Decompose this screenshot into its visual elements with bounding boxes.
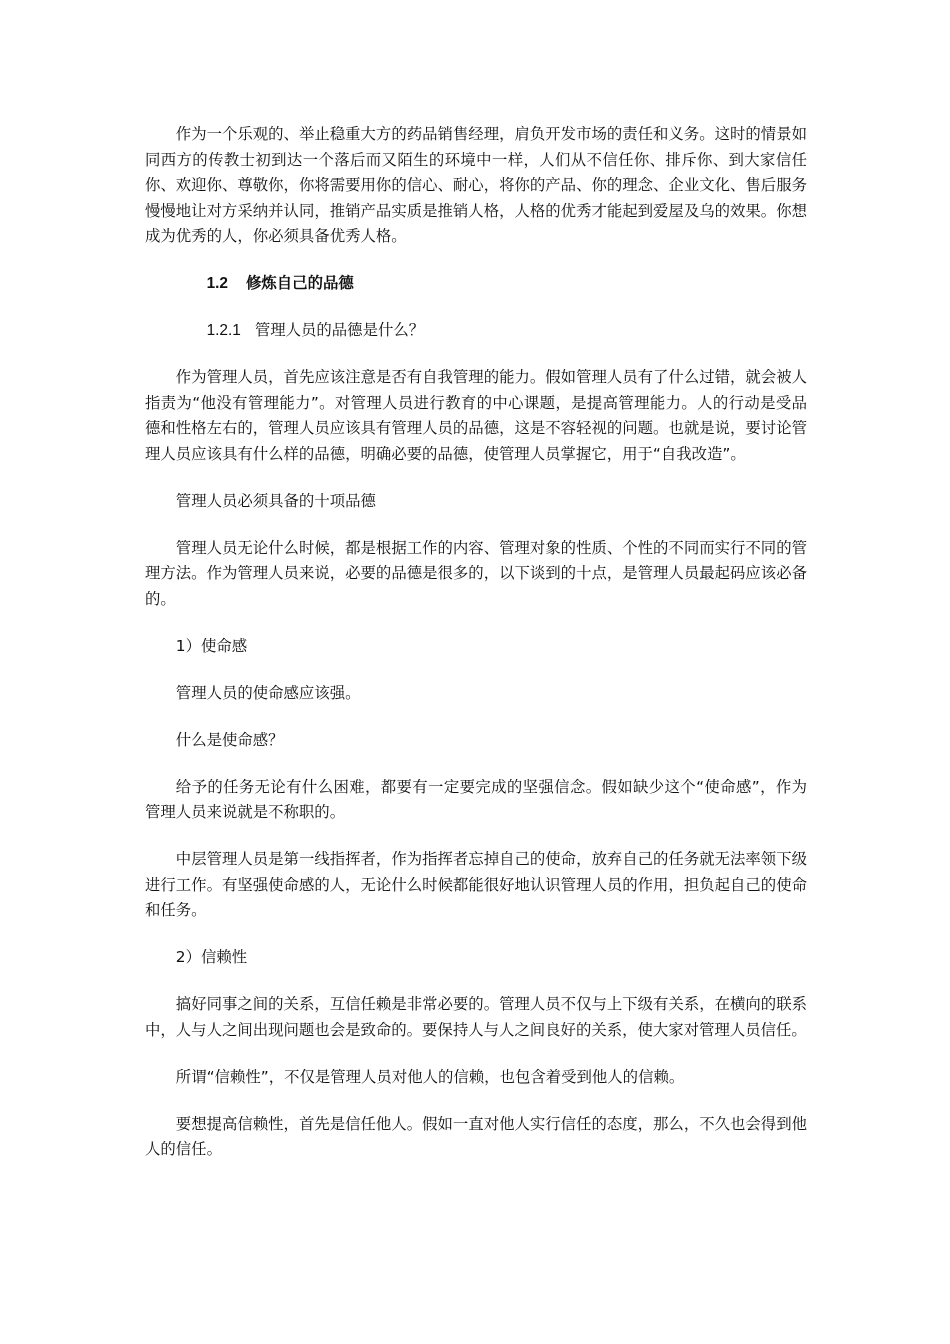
paragraph-mission-strong: 管理人员的使命感应该强。 <box>175 683 361 702</box>
subsection-number: 1.2.1 <box>206 322 241 339</box>
subsection-heading <box>145 318 807 344</box>
subsection-title: 管理人员的品德是什么？ <box>254 322 425 339</box>
paragraph-trust-relations: 搞好同事之间的关系，互信任赖是非常必要的。管理人员不仅与上下级有关系，在横向的联系中，人与人之间出现问题也会是致命的。要保持人与人之间良好的关系，使大家对管理人员信任。 <box>145 995 807 1039</box>
paragraph-trust-improve: 要想提高信赖性，首先是信任他人。假如一直对他人实行信任的态度，那么，不久也会得到他人的信任。 <box>145 1114 807 1158</box>
paragraph-trust-definition: 所谓“信赖性”，不仅是管理人员对他人的信赖，也包含着受到他人的信赖。 <box>175 1067 685 1086</box>
list-item-trust: 2）信赖性 <box>175 948 248 966</box>
section-number: 1.2 <box>206 275 228 292</box>
section-heading <box>145 271 807 297</box>
list-item-mission: 1）使命感 <box>175 636 248 655</box>
intro-paragraph: 作为一个乐观的、举止稳重大方的药品销售经理，肩负开发市场的责任和义务。这时的情景如同西方的传教士初到达一个落后而又陌生的环境中一样，人们从不信任你、排斥你、到大家信任你、欢迎你、尊敬你，你将需要用你的信心、耐心，将你的产品、你的理念、企业文化、售后服务慢慢地让对方采纳并认同，推销产品实质是推销人格，人格的优秀才能起到爱屋及乌的效果。你想成为优秀的人，你必须具备优秀人格。 <box>145 125 807 245</box>
paragraph-mission-definition: 给予的任务无论有什么困难，都要有一定要完成的坚强信念。假如缺少这个“使命感”，作为管理人员来说就是不称职的。 <box>145 777 807 821</box>
document-body <box>145 122 807 1184</box>
section-title: 修炼自己的品德 <box>246 275 354 292</box>
paragraph-ten-virtues-title: 管理人员必须具备的十项品德 <box>175 491 376 510</box>
paragraph-middle-managers: 中层管理人员是第一线指挥者，作为指挥者忘掉自己的使命，放弃自己的任务就无法率领下级进行工作。有坚强使命感的人，无论什么时候都能很好地认识管理人员的作用，担负起自己的使命和任务。 <box>145 850 807 919</box>
paragraph-ten-virtues-intro: 管理人员无论什么时候，都是根据工作的内容、管理对象的性质、个性的不同而实行不同的管理方法。作为管理人员来说，必要的品德是很多的，以下谈到的十点，是管理人员最起码应该必备的。 <box>145 538 807 608</box>
paragraph-management-ability: 作为管理人员，首先应该注意是否有自我管理的能力。假如管理人员有了什么过错，就会被人指责为“他没有管理能力”。对管理人员进行教育的中心课题，是提高管理能力。人的行动是受品德和性格左右的，管理人员应该具有管理人员的品德，这是不容轻视的问题。也就是说，要讨论管理人员应该具有什么样的品德，明确必要的品德，使管理人员掌握它，用于“自我改造”。 <box>145 368 807 463</box>
paragraph-mission-question: 什么是使命感？ <box>175 730 284 749</box>
